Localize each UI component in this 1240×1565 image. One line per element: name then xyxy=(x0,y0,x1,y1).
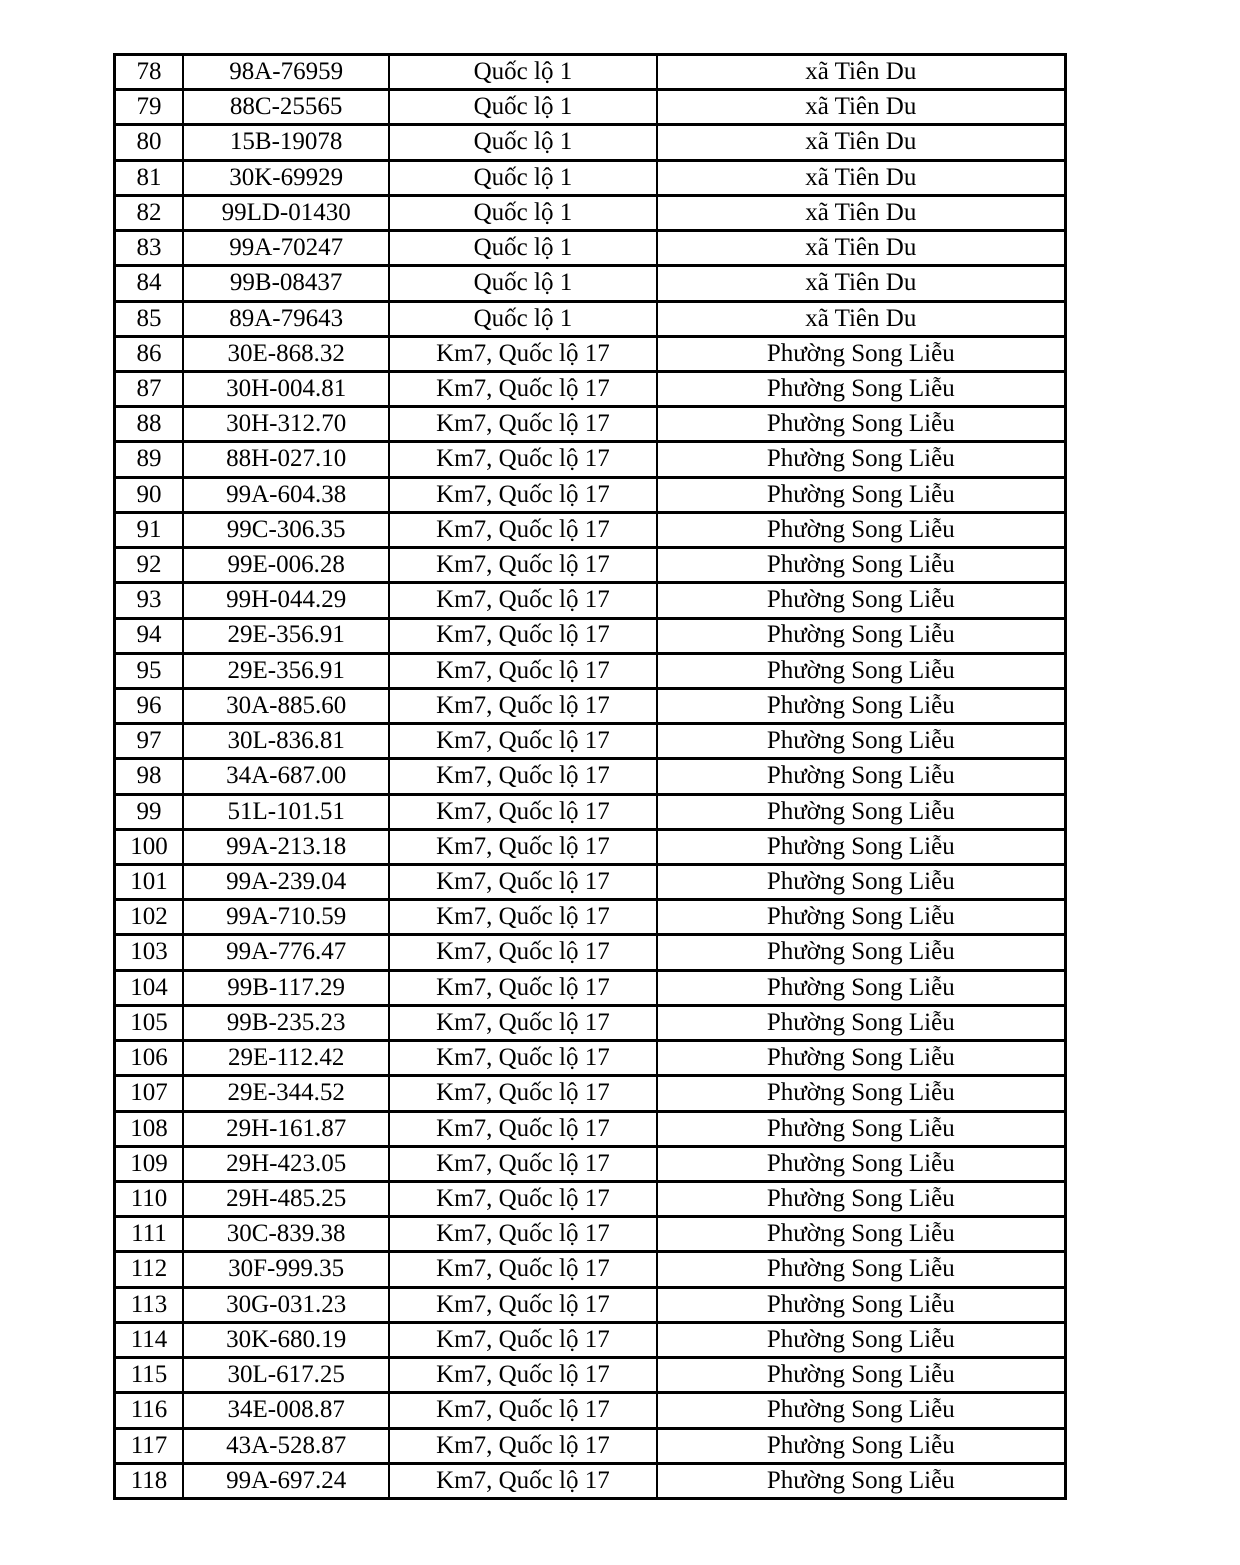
row-number-cell: 108 xyxy=(115,1111,183,1146)
row-number-cell: 83 xyxy=(115,231,183,266)
license-plate-cell: 99A-70247 xyxy=(183,231,389,266)
table-row xyxy=(115,829,1066,864)
ward-cell: Phường Song Liễu xyxy=(657,1393,1066,1428)
route-cell: Km7, Quốc lộ 17 xyxy=(389,900,656,935)
row-number-cell: 103 xyxy=(115,935,183,970)
row-number-cell: 92 xyxy=(115,548,183,583)
route-cell: Km7, Quốc lộ 17 xyxy=(389,688,656,723)
vehicle-list-table xyxy=(113,53,1067,1500)
table-row xyxy=(115,724,1066,759)
route-cell: Quốc lộ 1 xyxy=(389,195,656,230)
license-plate-cell: 30K-680.19 xyxy=(183,1322,389,1357)
table-row xyxy=(115,442,1066,477)
ward-cell: Phường Song Liễu xyxy=(657,829,1066,864)
license-plate-cell: 29E-112.42 xyxy=(183,1041,389,1076)
row-number-cell: 113 xyxy=(115,1287,183,1322)
table-row xyxy=(115,125,1066,160)
license-plate-cell: 51L-101.51 xyxy=(183,794,389,829)
row-number-cell: 116 xyxy=(115,1393,183,1428)
ward-cell: Phường Song Liễu xyxy=(657,724,1066,759)
table-row xyxy=(115,1358,1066,1393)
table-row xyxy=(115,865,1066,900)
license-plate-cell: 29H-423.05 xyxy=(183,1146,389,1181)
row-number-cell: 86 xyxy=(115,336,183,371)
ward-cell: Phường Song Liễu xyxy=(657,1358,1066,1393)
license-plate-cell: 43A-528.87 xyxy=(183,1428,389,1463)
table-row xyxy=(115,583,1066,618)
ward-cell: Phường Song Liễu xyxy=(657,442,1066,477)
license-plate-cell: 30L-617.25 xyxy=(183,1358,389,1393)
ward-cell: Phường Song Liễu xyxy=(657,1041,1066,1076)
route-cell: Km7, Quốc lộ 17 xyxy=(389,724,656,759)
row-number-cell: 115 xyxy=(115,1358,183,1393)
license-plate-cell: 99H-044.29 xyxy=(183,583,389,618)
license-plate-cell: 29H-161.87 xyxy=(183,1111,389,1146)
license-plate-cell: 15B-19078 xyxy=(183,125,389,160)
route-cell: Quốc lộ 1 xyxy=(389,55,656,90)
route-cell: Km7, Quốc lộ 17 xyxy=(389,1252,656,1287)
table-row xyxy=(115,970,1066,1005)
license-plate-cell: 30E-868.32 xyxy=(183,336,389,371)
license-plate-cell: 99B-235.23 xyxy=(183,1005,389,1040)
table-row xyxy=(115,160,1066,195)
row-number-cell: 82 xyxy=(115,195,183,230)
route-cell: Km7, Quốc lộ 17 xyxy=(389,618,656,653)
row-number-cell: 84 xyxy=(115,266,183,301)
row-number-cell: 106 xyxy=(115,1041,183,1076)
row-number-cell: 114 xyxy=(115,1322,183,1357)
route-cell: Quốc lộ 1 xyxy=(389,90,656,125)
license-plate-cell: 99LD-01430 xyxy=(183,195,389,230)
route-cell: Km7, Quốc lộ 17 xyxy=(389,583,656,618)
ward-cell: Phường Song Liễu xyxy=(657,759,1066,794)
license-plate-cell: 30G-031.23 xyxy=(183,1287,389,1322)
license-plate-cell: 29E-356.91 xyxy=(183,618,389,653)
ward-cell: xã Tiên Du xyxy=(657,90,1066,125)
route-cell: Km7, Quốc lộ 17 xyxy=(389,442,656,477)
row-number-cell: 78 xyxy=(115,55,183,90)
table-row xyxy=(115,1111,1066,1146)
ward-cell: Phường Song Liễu xyxy=(657,1287,1066,1322)
table-row xyxy=(115,618,1066,653)
ward-cell: Phường Song Liễu xyxy=(657,548,1066,583)
route-cell: Km7, Quốc lộ 17 xyxy=(389,865,656,900)
route-cell: Km7, Quốc lộ 17 xyxy=(389,1076,656,1111)
route-cell: Km7, Quốc lộ 17 xyxy=(389,1463,656,1498)
license-plate-cell: 30K-69929 xyxy=(183,160,389,195)
table-row xyxy=(115,1146,1066,1181)
license-plate-cell: 99A-213.18 xyxy=(183,829,389,864)
ward-cell: xã Tiên Du xyxy=(657,160,1066,195)
row-number-cell: 93 xyxy=(115,583,183,618)
table-row xyxy=(115,371,1066,406)
ward-cell: Phường Song Liễu xyxy=(657,865,1066,900)
license-plate-cell: 99B-117.29 xyxy=(183,970,389,1005)
license-plate-cell: 30H-312.70 xyxy=(183,407,389,442)
table-row xyxy=(115,935,1066,970)
ward-cell: Phường Song Liễu xyxy=(657,688,1066,723)
ward-cell: Phường Song Liễu xyxy=(657,336,1066,371)
table-row xyxy=(115,1005,1066,1040)
route-cell: Km7, Quốc lộ 17 xyxy=(389,548,656,583)
table-row xyxy=(115,1322,1066,1357)
ward-cell: Phường Song Liễu xyxy=(657,1146,1066,1181)
route-cell: Km7, Quốc lộ 17 xyxy=(389,1111,656,1146)
row-number-cell: 97 xyxy=(115,724,183,759)
ward-cell: Phường Song Liễu xyxy=(657,1182,1066,1217)
route-cell: Km7, Quốc lộ 17 xyxy=(389,1358,656,1393)
route-cell: Quốc lộ 1 xyxy=(389,231,656,266)
route-cell: Km7, Quốc lộ 17 xyxy=(389,759,656,794)
row-number-cell: 107 xyxy=(115,1076,183,1111)
row-number-cell: 88 xyxy=(115,407,183,442)
ward-cell: Phường Song Liễu xyxy=(657,1111,1066,1146)
row-number-cell: 118 xyxy=(115,1463,183,1498)
table-row xyxy=(115,1463,1066,1498)
license-plate-cell: 30F-999.35 xyxy=(183,1252,389,1287)
table-row xyxy=(115,1252,1066,1287)
row-number-cell: 87 xyxy=(115,371,183,406)
ward-cell: Phường Song Liễu xyxy=(657,618,1066,653)
table-row xyxy=(115,653,1066,688)
ward-cell: Phường Song Liễu xyxy=(657,512,1066,547)
table-row xyxy=(115,1287,1066,1322)
row-number-cell: 91 xyxy=(115,512,183,547)
route-cell: Km7, Quốc lộ 17 xyxy=(389,970,656,1005)
table-row xyxy=(115,512,1066,547)
table-row xyxy=(115,477,1066,512)
route-cell: Quốc lộ 1 xyxy=(389,301,656,336)
route-cell: Km7, Quốc lộ 17 xyxy=(389,1217,656,1252)
table-row xyxy=(115,301,1066,336)
row-number-cell: 94 xyxy=(115,618,183,653)
route-cell: Quốc lộ 1 xyxy=(389,266,656,301)
license-plate-cell: 29E-356.91 xyxy=(183,653,389,688)
license-plate-cell: 88C-25565 xyxy=(183,90,389,125)
row-number-cell: 109 xyxy=(115,1146,183,1181)
license-plate-cell: 99A-776.47 xyxy=(183,935,389,970)
row-number-cell: 80 xyxy=(115,125,183,160)
ward-cell: Phường Song Liễu xyxy=(657,1217,1066,1252)
route-cell: Km7, Quốc lộ 17 xyxy=(389,829,656,864)
route-cell: Km7, Quốc lộ 17 xyxy=(389,935,656,970)
license-plate-cell: 34A-687.00 xyxy=(183,759,389,794)
row-number-cell: 111 xyxy=(115,1217,183,1252)
table-row xyxy=(115,90,1066,125)
ward-cell: Phường Song Liễu xyxy=(657,935,1066,970)
license-plate-cell: 99E-006.28 xyxy=(183,548,389,583)
license-plate-cell: 30L-836.81 xyxy=(183,724,389,759)
ward-cell: Phường Song Liễu xyxy=(657,970,1066,1005)
ward-cell: Phường Song Liễu xyxy=(657,1463,1066,1498)
license-plate-cell: 29E-344.52 xyxy=(183,1076,389,1111)
table-row xyxy=(115,1182,1066,1217)
route-cell: Km7, Quốc lộ 17 xyxy=(389,407,656,442)
row-number-cell: 79 xyxy=(115,90,183,125)
row-number-cell: 81 xyxy=(115,160,183,195)
ward-cell: Phường Song Liễu xyxy=(657,900,1066,935)
row-number-cell: 85 xyxy=(115,301,183,336)
license-plate-cell: 98A-76959 xyxy=(183,55,389,90)
row-number-cell: 117 xyxy=(115,1428,183,1463)
table-row xyxy=(115,1041,1066,1076)
route-cell: Km7, Quốc lộ 17 xyxy=(389,1146,656,1181)
table-row xyxy=(115,688,1066,723)
ward-cell: Phường Song Liễu xyxy=(657,1322,1066,1357)
ward-cell: xã Tiên Du xyxy=(657,231,1066,266)
ward-cell: xã Tiên Du xyxy=(657,266,1066,301)
license-plate-cell: 30A-885.60 xyxy=(183,688,389,723)
ward-cell: Phường Song Liễu xyxy=(657,477,1066,512)
table-row xyxy=(115,759,1066,794)
table-row xyxy=(115,195,1066,230)
row-number-cell: 96 xyxy=(115,688,183,723)
license-plate-cell: 99A-710.59 xyxy=(183,900,389,935)
table-body xyxy=(115,55,1066,1499)
route-cell: Km7, Quốc lộ 17 xyxy=(389,794,656,829)
row-number-cell: 104 xyxy=(115,970,183,1005)
row-number-cell: 98 xyxy=(115,759,183,794)
license-plate-cell: 99A-697.24 xyxy=(183,1463,389,1498)
ward-cell: xã Tiên Du xyxy=(657,125,1066,160)
table-row xyxy=(115,231,1066,266)
ward-cell: Phường Song Liễu xyxy=(657,1428,1066,1463)
route-cell: Km7, Quốc lộ 17 xyxy=(389,477,656,512)
route-cell: Km7, Quốc lộ 17 xyxy=(389,653,656,688)
ward-cell: xã Tiên Du xyxy=(657,301,1066,336)
row-number-cell: 99 xyxy=(115,794,183,829)
license-plate-cell: 30H-004.81 xyxy=(183,371,389,406)
route-cell: Km7, Quốc lộ 17 xyxy=(389,1322,656,1357)
license-plate-cell: 99C-306.35 xyxy=(183,512,389,547)
table-row xyxy=(115,1428,1066,1463)
route-cell: Km7, Quốc lộ 17 xyxy=(389,1287,656,1322)
license-plate-cell: 99B-08437 xyxy=(183,266,389,301)
table-row xyxy=(115,1217,1066,1252)
license-plate-cell: 99A-239.04 xyxy=(183,865,389,900)
row-number-cell: 101 xyxy=(115,865,183,900)
route-cell: Km7, Quốc lộ 17 xyxy=(389,1005,656,1040)
route-cell: Km7, Quốc lộ 17 xyxy=(389,1182,656,1217)
route-cell: Km7, Quốc lộ 17 xyxy=(389,336,656,371)
route-cell: Km7, Quốc lộ 17 xyxy=(389,371,656,406)
ward-cell: xã Tiên Du xyxy=(657,195,1066,230)
ward-cell: Phường Song Liễu xyxy=(657,583,1066,618)
license-plate-cell: 99A-604.38 xyxy=(183,477,389,512)
license-plate-cell: 29H-485.25 xyxy=(183,1182,389,1217)
route-cell: Km7, Quốc lộ 17 xyxy=(389,1428,656,1463)
ward-cell: Phường Song Liễu xyxy=(657,1252,1066,1287)
table-row xyxy=(115,407,1066,442)
row-number-cell: 95 xyxy=(115,653,183,688)
ward-cell: Phường Song Liễu xyxy=(657,794,1066,829)
row-number-cell: 105 xyxy=(115,1005,183,1040)
table-row xyxy=(115,1076,1066,1111)
ward-cell: xã Tiên Du xyxy=(657,55,1066,90)
license-plate-cell: 30C-839.38 xyxy=(183,1217,389,1252)
row-number-cell: 100 xyxy=(115,829,183,864)
table-row xyxy=(115,55,1066,90)
route-cell: Km7, Quốc lộ 17 xyxy=(389,512,656,547)
ward-cell: Phường Song Liễu xyxy=(657,407,1066,442)
row-number-cell: 89 xyxy=(115,442,183,477)
row-number-cell: 110 xyxy=(115,1182,183,1217)
ward-cell: Phường Song Liễu xyxy=(657,1076,1066,1111)
table-row xyxy=(115,266,1066,301)
ward-cell: Phường Song Liễu xyxy=(657,371,1066,406)
table-row xyxy=(115,1393,1066,1428)
table-row xyxy=(115,794,1066,829)
table-row xyxy=(115,900,1066,935)
route-cell: Quốc lộ 1 xyxy=(389,125,656,160)
license-plate-cell: 88H-027.10 xyxy=(183,442,389,477)
row-number-cell: 102 xyxy=(115,900,183,935)
license-plate-cell: 89A-79643 xyxy=(183,301,389,336)
row-number-cell: 112 xyxy=(115,1252,183,1287)
ward-cell: Phường Song Liễu xyxy=(657,1005,1066,1040)
ward-cell: Phường Song Liễu xyxy=(657,653,1066,688)
table-row xyxy=(115,548,1066,583)
license-plate-cell: 34E-008.87 xyxy=(183,1393,389,1428)
table-row xyxy=(115,336,1066,371)
row-number-cell: 90 xyxy=(115,477,183,512)
route-cell: Quốc lộ 1 xyxy=(389,160,656,195)
route-cell: Km7, Quốc lộ 17 xyxy=(389,1393,656,1428)
route-cell: Km7, Quốc lộ 17 xyxy=(389,1041,656,1076)
